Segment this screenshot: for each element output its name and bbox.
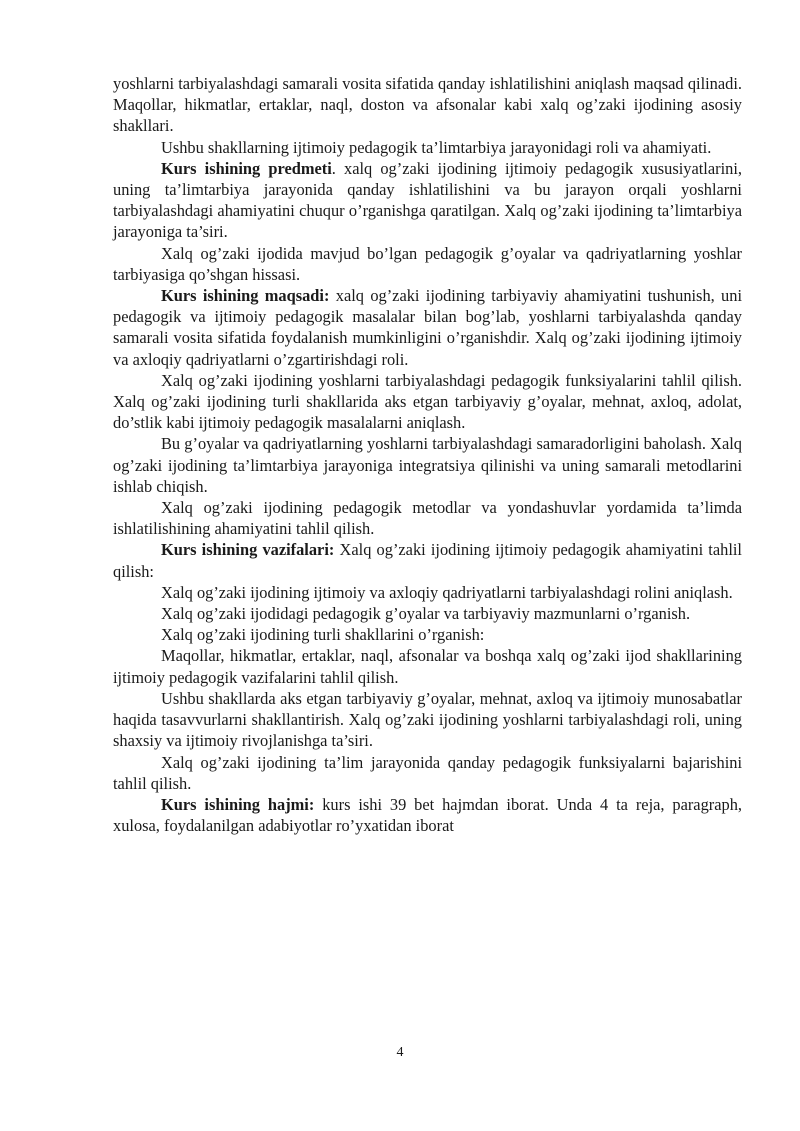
paragraph-functions (113, 370, 742, 434)
paragraph-tasks (113, 539, 742, 581)
paragraph-text: Xalq og’zaki ijodining pedagogik metodlar va yondashuvlar yordamida ta’limda ishlatilishining ahamiyatini tahlil qilish. (113, 498, 742, 539)
paragraph-text: Ushbu shakllarning ijtimoiy pedagogik ta’limtarbiya jarayonidagi roli va ahamiyati. (161, 137, 712, 157)
paragraph-text: Xalq og’zaki ijodining yoshlarni tarbiyalashdagi pedagogik funksiyalarini tahlil qilish. Xalq og’zaki ijodining turli shakllarida aks etgan tarbiyaviy g’oyalar, mehnat, axloq, adolat, do’stlik kabi ijtimoiy pedagogik masalalarni aniqlash. (113, 370, 742, 433)
paragraph-text: Xalq og’zaki ijodining ijtimoiy pedagogik ahamiyatini tahlil qilish: (113, 540, 742, 581)
paragraph-text: Xalq og’zaki ijodining turli shakllarini o’rganish: (161, 625, 485, 645)
paragraph-intro-continuation (113, 73, 742, 137)
paragraph-bold-lead: Kurs ishining hajmi: (161, 794, 315, 814)
paragraph-task-education (113, 752, 742, 794)
paragraph-task-forms (113, 624, 742, 645)
paragraph-text: Xalq og’zaki ijodining ta’lim jarayonida qanday pedagogik funksiyalarni bajarishini tahlil qilish. (113, 752, 742, 793)
paragraph-methods (113, 497, 742, 539)
paragraph-task-values (113, 582, 742, 603)
paragraph-volume (113, 794, 742, 836)
paragraph-task-ideas (113, 603, 742, 624)
paragraph-task-concepts (113, 688, 742, 752)
paragraph-text: Xalq og’zaki ijodidagi pedagogik g’oyalar va tarbiyaviy mazmunlarni o’rganish. (161, 604, 691, 624)
paragraph-bold-lead: Kurs ishining vazifalari: (161, 540, 335, 560)
paragraph-text: yoshlarni tarbiyalashdagi samarali vosita sifatida qanday ishlatilishini aniqlash maqsad qilinadi. Maqollar, hikmatlar, ertaklar, naql, doston va afsonalar kabi xalq og’zaki ijodining asosiy shakllari. (113, 74, 742, 136)
document-page (113, 73, 742, 836)
paragraph-subject (113, 158, 742, 243)
paragraph-evaluation (113, 433, 742, 497)
paragraph-forms-role (113, 137, 742, 158)
paragraph-text: Ushbu shakllarda aks etgan tarbiyaviy g’oyalar, mehnat, axloq va ijtimoiy munosabatlar haqida tasavvurlarni shakllantirish. Xalq og’zaki ijodining yoshlarni tarbiyalashdagi roli, uning shaxsiy va ijtimoiy rivojlanishga ta’siri. (113, 688, 742, 751)
paragraph-text: Xalq og’zaki ijodida mavjud bo’lgan pedagogik g’oyalar va qadriyatlarning yoshlar tarbiyasiga qo’shgan hissasi. (113, 243, 742, 284)
paragraph-bold-lead: Kurs ishining predmeti (161, 158, 332, 178)
paragraph-text: Xalq og’zaki ijodining ijtimoiy va axloqiy qadriyatlarni tarbiyalashdagi rolini aniqlash. (161, 582, 733, 602)
paragraph-text: kurs ishi 39 bet hajmdan iborat. Unda 4 ta reja, paragraph, xulosa, foydalanilgan adabiyotlar ro’yxatidan iborat (113, 794, 742, 836)
paragraph-text: xalq og’zaki ijodining tarbiyaviy ahamiyatini tushunish, uni pedagogik va ijtimoiy pedagogik masalalar bilan bog’lab, yoshlarni tarbiyalashda qanday samarali vosita sifatida foydalanish mumkinligini o’rganishdir. Xalq og’zaki ijodining ijtimoiy va axloqiy qadriyatlarni o’zgartirishdagi roli. (113, 286, 743, 369)
paragraph-pedagogic-ideas (113, 243, 742, 285)
page-number: 4 (396, 1045, 404, 1060)
paragraph-text: Bu g’oyalar va qadriyatlarning yoshlarni tarbiyalashdagi samaradorligini baholash. Xalq og’zaki ijodining ta’limtarbiya jarayoniga integratsiya qilinishi va uning samarali metodlarini ishlab chiqish. (113, 434, 742, 496)
paragraph-task-proverbs (113, 645, 742, 687)
paragraph-text: . xalq og’zaki ijodining ijtimoiy pedagogik xususiyatlarini, uning ta’limtarbiya jarayonida qanday ishlatilishini va bu jarayon orqali yoshlarni tarbiyalashdagi ahamiyatini chuqur o’rganishga qaratilgan. Xalq og’zaki ijodining ta’limtarbiya jarayoniga ta’siri. (113, 158, 742, 242)
paragraph-text: Maqollar, hikmatlar, ertaklar, naql, afsonalar va boshqa xalq og’zaki ijod shakllarining ijtimoiy pedagogik vazifalarini tahlil qilish. (113, 646, 742, 687)
paragraph-bold-lead: Kurs ishining maqsadi: (161, 286, 330, 306)
paragraph-goal (113, 285, 742, 370)
